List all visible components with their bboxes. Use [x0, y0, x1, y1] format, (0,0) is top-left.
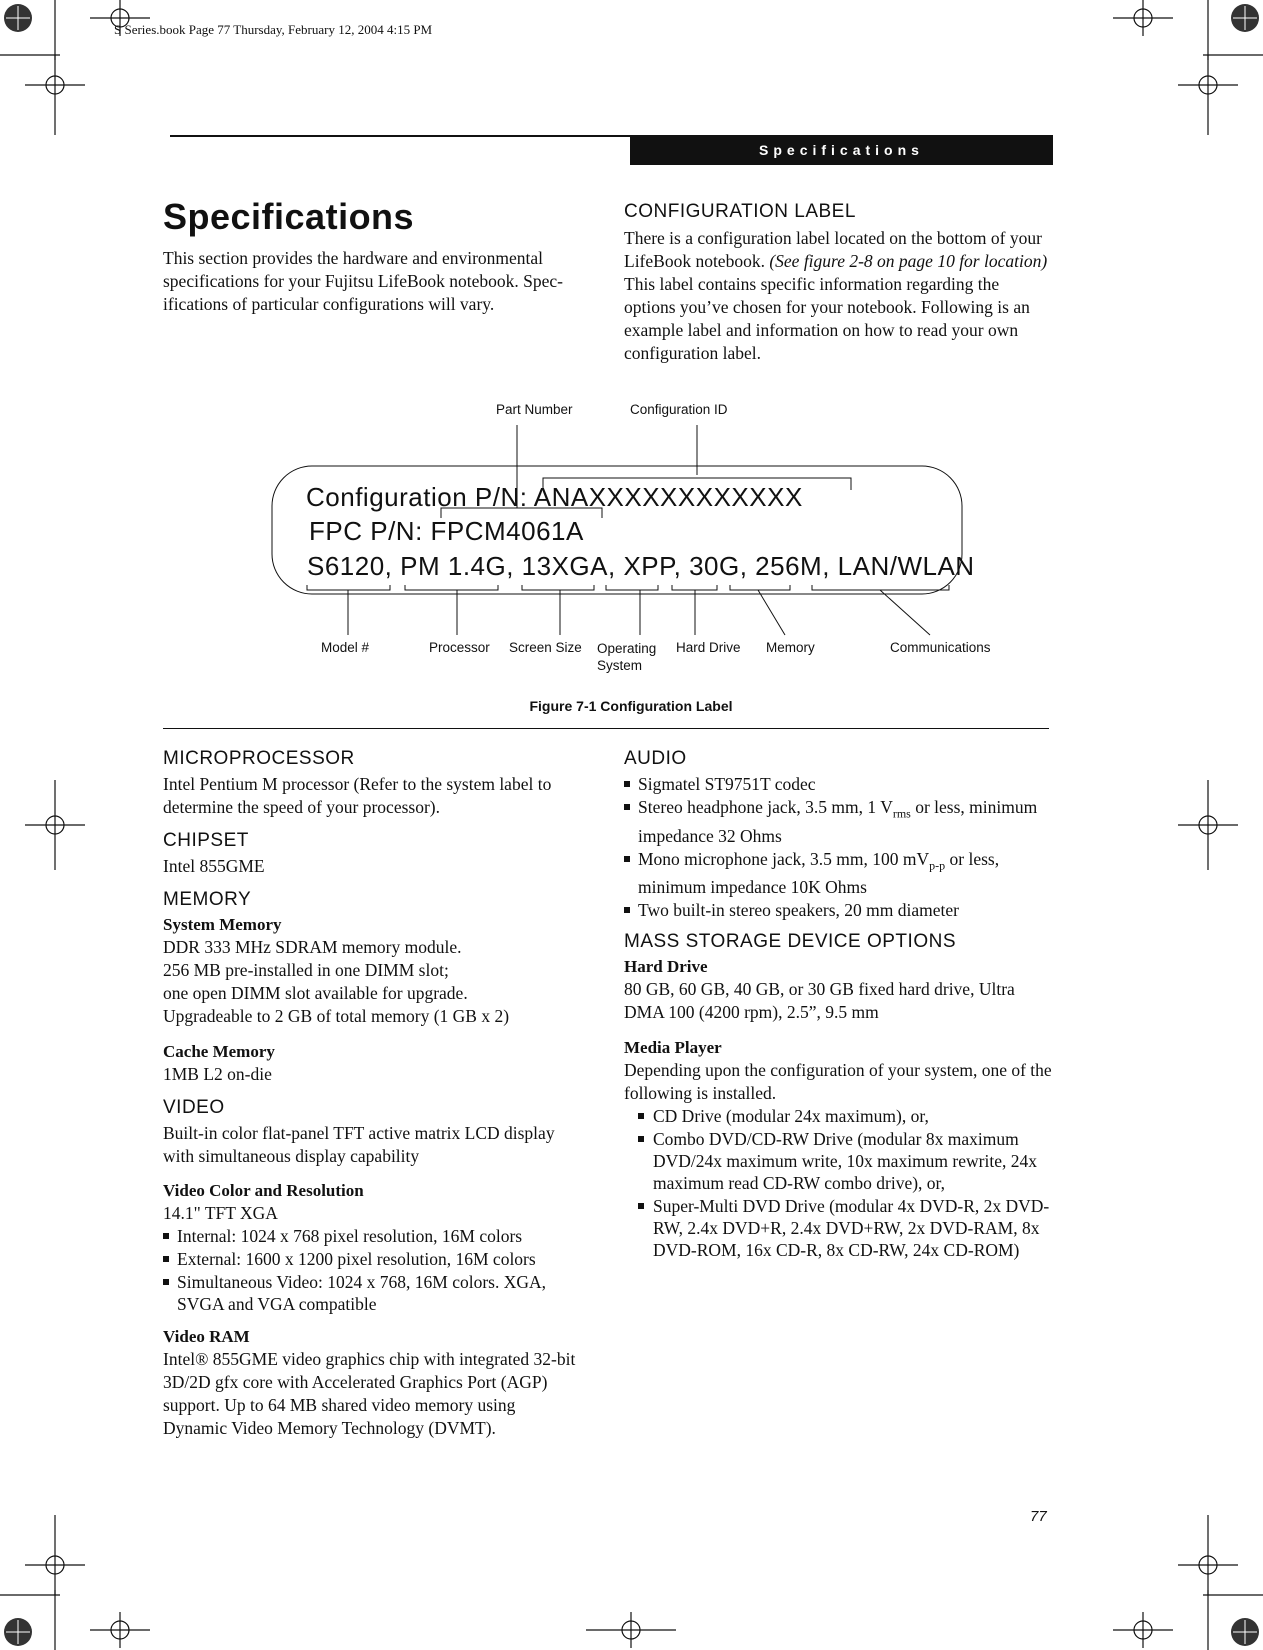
system-memory-line: DDR 333 MHz SDRAM memory module.	[163, 937, 462, 957]
hard-drive-text: 80 GB, 60 GB, 40 GB, or 30 GB fixed hard drive, Ultra DMA 100 (4200 rpm), 2.5”, 9.5 mm	[624, 979, 1015, 1022]
hard-drive-label: Hard Drive	[676, 640, 741, 655]
video-ram-title: Video RAM	[163, 1327, 250, 1346]
page-title: Specifications	[163, 196, 415, 237]
model-label: Model #	[321, 640, 370, 655]
system-memory-line: 256 MB pre-installed in one DIMM slot;	[163, 960, 449, 980]
video-color-line: 14.1" TFT XGA	[163, 1203, 278, 1223]
spec-codes-line: S6120, PM 1.4G, 13XGA, XPP, 30G, 256M, LAN/WLAN	[307, 551, 975, 581]
list-item: External: 1600 x 1200 pixel resolution, 16M colors	[163, 1248, 583, 1270]
video-heading: VIDEO	[163, 1097, 225, 1118]
list-item: Two built-in stereo speakers, 20 mm diameter	[624, 899, 1054, 921]
video-text: Built-in color flat-panel TFT active matrix LCD display with simultaneous display capability	[163, 1123, 555, 1166]
header-rule	[170, 135, 630, 137]
list-item: Mono microphone jack, 3.5 mm, 100 $mV_{p-p}$ or less, minimum impedance 10K Ohms	[624, 848, 1054, 899]
list-item: Sigmatel ST9751T codec	[624, 773, 1054, 795]
memory-label: Memory	[766, 640, 815, 655]
config-label-figure	[0, 390, 1263, 690]
media-player-text: Depending upon the configuration of your system, one of the following is installed.	[624, 1060, 1052, 1103]
media-player-title: Media Player	[624, 1038, 722, 1057]
config-label-heading: CONFIGURATION LABEL	[624, 201, 856, 222]
video-color-title: Video Color and Resolution	[163, 1181, 364, 1200]
cache-memory-title: Cache Memory	[163, 1042, 275, 1061]
list-item: Stereo headphone jack, 3.5 mm, 1 $V_{rms}$ or less, minimum impedance 32 Ohms	[624, 796, 1054, 847]
video-ram-text: Intel® 855GME video graphics chip with integrated 32-bit 3D/2D gfx core with Accelerated Graphics Port (AGP) support. Up to 64 MB shared video memory using Dynamic Video Memory Technology (DVMT).	[163, 1349, 576, 1438]
screen-size-label: Screen Size	[509, 640, 582, 655]
list-item: Combo DVD/CD-RW Drive (modular 8x maximum DVD/24x maximum write, 10x maximum rewrite, 24x maximum read CD-RW combo drive), or,	[624, 1128, 1054, 1194]
page-number: 77	[1030, 1508, 1047, 1525]
audio-heading: AUDIO	[624, 748, 687, 769]
left-column	[163, 748, 583, 1440]
mass-storage-heading: MASS STORAGE DEVICE OPTIONS	[624, 931, 956, 952]
system-memory-line: one open DIMM slot available for upgrade.	[163, 983, 468, 1003]
operating-system-label: Operating System	[597, 641, 657, 673]
section-divider	[163, 728, 1049, 729]
processor-label: Processor	[429, 640, 490, 655]
right-column	[624, 748, 1054, 1262]
list-item: CD Drive (modular 24x maximum), or,	[624, 1105, 1054, 1127]
config-label-paragraph: There is a configuration label located on the bottom of your LifeBook notebook. (See figure 2-8 on page 10 for location) This label contains specific information regarding the options you’ve chosen for your notebook. Following is an example label and information on how to read your own configuration label.	[624, 228, 1048, 363]
list-item: Super-Multi DVD Drive (modular 4x DVD-R, 2x DVD-RW, 2.4x DVD+R, 2.4x DVD+RW, 2x DVD-RAM, 8x DVD-ROM, 16x CD-R, 8x CD-RW, 24x CD-ROM)	[624, 1195, 1054, 1261]
label-callout-lines	[0, 390, 1263, 650]
header-section-tab: Specifications	[630, 135, 1053, 165]
microprocessor-text: Intel Pentium M processor (Refer to the system label to determine the speed of your processor).	[163, 774, 552, 817]
system-memory-title: System Memory	[163, 915, 282, 934]
intro-paragraph: This section provides the hardware and environmental specifications for your Fujitsu LifeBook notebook. Spec-ifications of particular configurations will vary.	[163, 248, 563, 314]
part-number-label: Part Number	[496, 402, 573, 417]
chipset-heading: CHIPSET	[163, 830, 249, 851]
hard-drive-title: Hard Drive	[624, 957, 708, 976]
memory-heading: MEMORY	[163, 889, 252, 910]
config-pn-line: Configuration P/N: ANAXXXXXXXXXXXX	[306, 482, 803, 512]
list-item: Internal: 1024 x 768 pixel resolution, 16M colors	[163, 1225, 583, 1247]
media-player-list	[624, 1105, 1054, 1261]
video-color-list	[163, 1225, 583, 1315]
cache-memory-text: 1MB L2 on-die	[163, 1064, 272, 1084]
chipset-text: Intel 855GME	[163, 856, 265, 876]
communications-label: Communications	[890, 640, 991, 655]
fpc-pn-line: FPC P/N: FPCM4061A	[309, 516, 584, 546]
microprocessor-heading: MICROPROCESSOR	[163, 748, 355, 769]
configuration-id-label: Configuration ID	[630, 402, 728, 417]
system-memory-line: Upgradeable to 2 GB of total memory (1 GB x 2)	[163, 1006, 510, 1026]
audio-list	[624, 773, 1054, 921]
print-slug: S Series.book Page 77 Thursday, February 12, 2004 4:15 PM	[114, 22, 433, 37]
figure-caption: Figure 7-1 Configuration Label	[529, 698, 733, 714]
list-item: Simultaneous Video: 1024 x 768, 16M colors. XGA, SVGA and VGA compatible	[163, 1271, 583, 1315]
